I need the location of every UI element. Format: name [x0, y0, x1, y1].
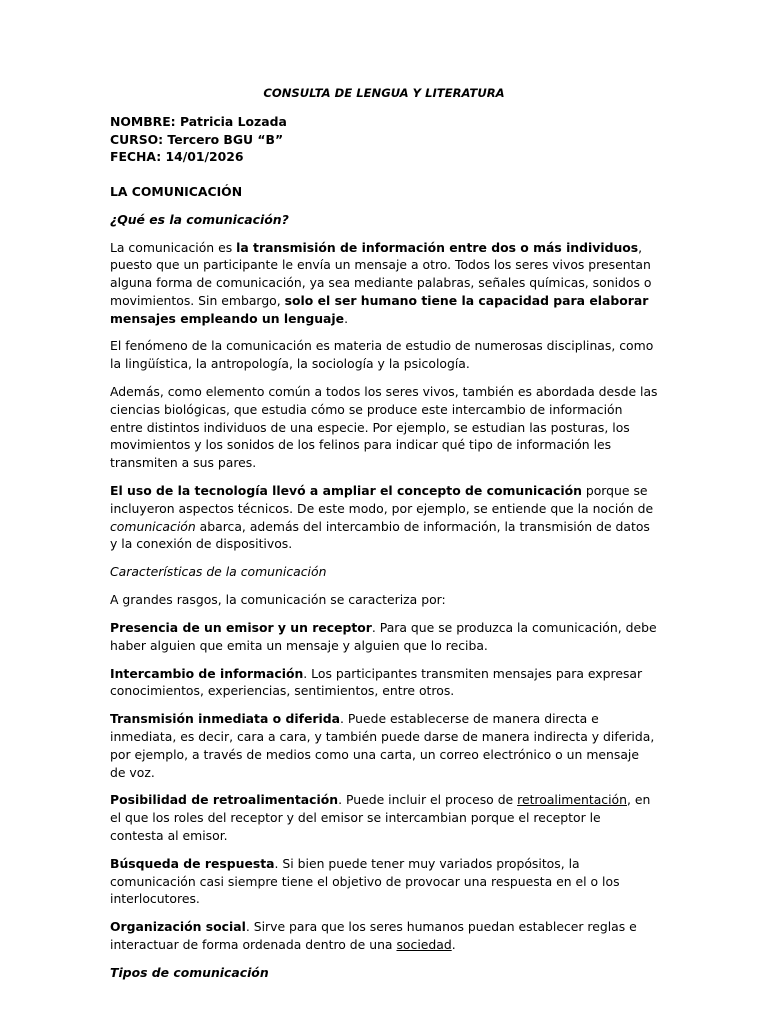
document-title: CONSULTA DE LENGUA Y LITERATURA — [263, 86, 505, 100]
student-course: CURSO: Tercero BGU “B” — [110, 131, 284, 147]
types-heading: Tipos de comunicación — [110, 964, 269, 980]
paragraph-biology: Además, como elemento común a todos los seres vivos, también es abordada desde las ciencias biológicas, que estudia cómo se produce este intercambio de información entre distintos individuos de una especie. Por ejemplo, se estudian las posturas, los movimientos y los sonidos de los felinos para indicar qué tipo de información les transmiten a sus pares. — [110, 384, 658, 471]
document-body — [110, 113, 658, 992]
characteristics-intro: A grandes rasgos, la comunicación se caracteriza por: — [110, 592, 446, 608]
paragraph-technology: El uso de la tecnología llevó a ampliar el concepto de comunicación porque se incluyeron aspectos técnicos. De este modo, por ejemplo, se entiende que la noción de comunicación abarca, además del intercambio de información, la transmisión de datos y la conexión de dispositivos. — [110, 483, 654, 552]
link-retroalimentacion[interactable]: retroalimentación — [517, 792, 627, 808]
section-title: LA COMUNICACIÓN — [110, 183, 243, 199]
link-sociedad[interactable]: sociedad — [396, 937, 452, 952]
characteristic-item: Posibilidad de retroalimentación. Puede incluir el proceso de retroalimentación, en el que los roles del receptor y del emisor se intercambian porque el receptor le contesta al emisor. — [110, 792, 651, 844]
characteristic-item: Transmisión inmediata o diferida. Puede establecerse de manera directa e inmediata, es decir, cara a cara, y también puede darse de manera indirecta y diferida, por ejemplo, a través de medios como una carta, un correo electrónico o un mensaje de voz. — [110, 711, 655, 780]
document-date: FECHA: 14/01/2026 — [110, 149, 244, 164]
student-info — [110, 113, 658, 166]
question-heading: ¿Qué es la comunicación? — [110, 211, 289, 227]
characteristics-heading: Características de la comunicación — [110, 564, 327, 580]
paragraph-disciplines: El fenómeno de la comunicación es materia de estudio de numerosas disciplinas, como la lingüística, la antropología, la sociología y la psicología. — [110, 338, 654, 372]
characteristic-item: Intercambio de información. Los participantes transmiten mensajes para expresar conocimientos, experiencias, sentimientos, entre otros. — [110, 665, 643, 699]
characteristic-item: Presencia de un emisor y un receptor. Para que se produzca la comunicación, debe haber alguien que emita un mensaje y alguien que lo reciba. — [110, 620, 657, 653]
paragraph-definition: La comunicación es la transmisión de información entre dos o más individuos, puesto que un participante le envía un mensaje a otro. Todos los seres vivos presentan alguna forma de comunicación, ya sea mediante palabras, señales químicas, sonidos o movimientos. Sin embargo, solo el ser humano tiene la capacidad para elaborar mensajes empleando un lenguaje. — [110, 239, 652, 326]
characteristic-item: Organización social. Sirve para que los seres humanos puedan establecer reglas e interactuar de forma ordenada dentro de una sociedad. — [110, 919, 637, 952]
student-name: NOMBRE: Patricia Lozada — [110, 114, 287, 129]
characteristic-item: Búsqueda de respuesta. Si bien puede tener muy variados propósitos, la comunicación casi siempre tiene el objetivo de provocar una respuesta en el o los interlocutores. — [110, 855, 620, 907]
